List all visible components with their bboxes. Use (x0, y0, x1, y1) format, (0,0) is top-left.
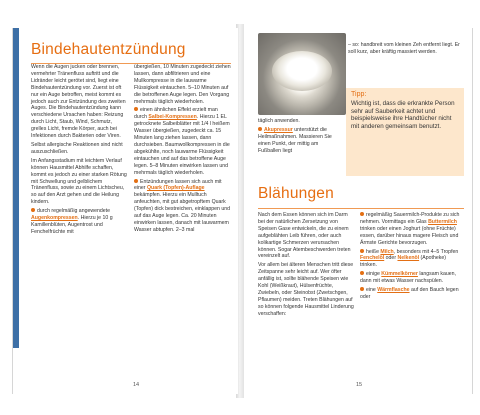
page-number-right: 15 (356, 382, 363, 388)
remedy-keyword: Augenkompressen (31, 215, 78, 222)
page-number-left: 14 (133, 382, 140, 388)
paragraph-text: trinken oder einen Joghurt (ohne Früchte) essen, darüber hinaus magere Fleisch und Ärmste Gerichte bevorzugen. (360, 225, 459, 246)
bullet-dot-icon (258, 127, 262, 131)
paragraph (360, 249, 464, 270)
paragraph (31, 142, 127, 156)
tip-text: Wichtig ist, dass die erkrankte Person sehr auf Sauberkeit achtet und beispielsweise ihre Handtücher nicht mit anderen gemeinsam benutzt. (351, 100, 455, 130)
right-heading (258, 186, 464, 209)
paragraph (360, 212, 464, 247)
section-title-bindehaut: Bindehautentzündung (31, 41, 186, 58)
right-caption-text (258, 118, 342, 157)
paragraph-text: . Hierzu 1 EL getrocknete Salbeiblätter mit 1/4 l heißem Wasser übergießen, zugedeckt ca. 15 Minuten lang ziehen lassen, dann durchsieben. Baumwollkompressen in die abgekühlte, noch lauwarme Flüssigkeit eintauchen und auf das betroffene Auge legen. 5–8 Minuten einwirken lassen und mehrmals täglich wiederholen. (134, 114, 230, 176)
remedy-keyword: Quark (Topfen)-Auflage (146, 185, 205, 192)
paragraph-text: . Hierzu je 10 g Kamillenblüten, Augentrost und Fenchelfrüchte mit (31, 215, 113, 235)
paragraph (31, 208, 127, 236)
title-rule-right (258, 208, 464, 209)
bullet-dot-icon (360, 249, 364, 253)
paragraph (31, 64, 127, 140)
tip-box (346, 88, 464, 176)
paragraph-text: täglich anwenden. (258, 118, 300, 124)
right-top-text: – so: handbreit vom kleinen Zeh entfernt liegt. Er soll kurz, aber kräftig massiert werden. (348, 42, 460, 55)
paragraph-text: langsam kauen, dann mit etwas Wasser nachspülen. (360, 271, 456, 285)
left-column-1 (31, 64, 127, 238)
remedy-keyword: Wärmflasche (377, 287, 410, 294)
paragraph (258, 118, 342, 125)
right-column-2 (360, 212, 464, 303)
paragraph-text: Wenn die Augen jucken oder brennen, vermehrter Tränenfluss auftritt und die Lidränder leicht gerötet sind, liegt eine Bindehautentzündung vor. Zuerst ist oft nur ein Auge betroffen, meist kommt es jedoch auch zur Entzündung des zweiten Auges. Die Bindehautentzündung kann verschiedene Ursachen haben: Reizung durch Licht, Staub, Wind, Schmutz, grelles Licht, fremde Körper, auch bei Infektionen durch Bakterien oder Viren. (31, 64, 126, 140)
remedy-keyword: Akupressur (264, 126, 293, 133)
chapter-tab (13, 28, 19, 348)
paragraph-text: bekämpfen. Hierzu ein Mulltuch anfeuchten, mit gut abgetropftem Quark (Topfen) dick bestreichen, einklappen und auf das Auge legen. Ca. 20 Minuten einwirken lassen, danach mit lauwarmem Wasser abtupfen. 2–3 mal (134, 192, 231, 233)
bullet-dot-icon (360, 271, 364, 275)
remedy-keyword: Buttermilch (428, 218, 457, 225)
left-page (12, 28, 238, 394)
paragraph-text: Entzündungen lassen sich auch mit einer (134, 178, 222, 192)
bullet-dot-icon (134, 107, 138, 111)
paragraph (360, 271, 464, 285)
paragraph-text: Nach dem Essen können sich im Darm bei der natürlichen Zersetzung von Speisen Gase entwickeln, die zu einem aufgeblähten Leib führen, oder auch kolikartige Schmerzen verursachen können. Sogar Atembeschwerden treten vereinzelt auf. (258, 212, 351, 260)
paragraph-text: übergießen, 10 Minuten zugedeckt ziehen lassen, dann abfiltrieren und eine Mullkompresse in die lauwarme Flüssigkeit eintauchen. 5–10 Minuten auf die betroffenen Auge legen. Den Vorgang mehrmals täglich wiederholen. (134, 64, 231, 105)
remedy-keyword: Nelkenöl (397, 255, 420, 262)
paragraph-text: einen ähnlichen Effekt erzielt man durch (134, 107, 218, 121)
remedy-keyword: Milch (380, 248, 394, 255)
paragraph (258, 212, 354, 260)
right-column-1 (258, 212, 354, 320)
paragraph-text: auf den Bauch legen oder (360, 287, 459, 300)
tip-label: Tipp: (351, 91, 367, 98)
paragraph-text: Im Anfangsstadium mit leichtem Verlauf können Hausmittel Abhilfe schaffen, kommt es jedoch zu einer starken Rötung mit Schwellung und gelblichem Tränenfluss, sowie zu einem Lichtscheu, so auf den Arzt gehen und die Heilung kindern. (31, 157, 127, 206)
paragraph-text: Selbst allergische Reaktionen sind nicht auszuschließen. (31, 141, 123, 155)
left-column-2 (134, 64, 232, 236)
bullet-dot-icon (134, 179, 138, 183)
paragraph (258, 262, 354, 317)
right-page (244, 28, 473, 394)
paragraph-text: heiße (366, 248, 381, 255)
paragraph-text: (Apotheke) trinken. (360, 255, 446, 269)
bullet-dot-icon (31, 208, 35, 212)
section-title-blaehungen: Blähungen (258, 185, 334, 202)
bullet-dot-icon (360, 212, 364, 216)
quark-bowl-photo (258, 33, 346, 115)
paragraph (134, 107, 232, 176)
paragraph-text: eine (366, 287, 378, 294)
left-heading (31, 42, 231, 64)
paragraph (31, 158, 127, 206)
paragraph-text: durch regelmäßig angewendete (37, 208, 110, 215)
paragraph (134, 179, 232, 234)
paragraph-text: unterstützt die Heilmaßnahmen. Massieren Sie einen Punkt, der mittig am Fußballen liegt (258, 126, 332, 154)
bullet-dot-icon (360, 287, 364, 291)
paragraph (258, 127, 342, 155)
paragraph-text: oder (384, 255, 398, 262)
remedy-keyword: Fenchelöl (360, 255, 385, 262)
remedy-keyword: Kümmelkörner (381, 271, 418, 278)
paragraph-text: einige (366, 271, 382, 278)
remedy-keyword: Salbei-Kompressen (148, 114, 197, 121)
paragraph-text: Vor allem bei älteren Menschen tritt diese Zeitspanne sehr leicht auf. Wer öfter anfällig ist, sollte blähende Speisen wie Kohl (Weißkraut), Hülsenfrüchte, Zwiebeln, oder Steinobst (Zwetschgen, Pflaumen) meiden. Treten Blähungen auf so können folgende Hausmittel Linderung verschaffen: (258, 262, 354, 317)
paragraph-text: regelmäßig Sauermilch-Produkte zu sich nehmen. Vormittags ein Glas (360, 212, 460, 225)
paragraph-text: , besonders mit 4–5 Tropfen (393, 248, 459, 255)
bowl-image (272, 51, 332, 91)
paragraph (360, 287, 464, 301)
paragraph (134, 64, 232, 105)
